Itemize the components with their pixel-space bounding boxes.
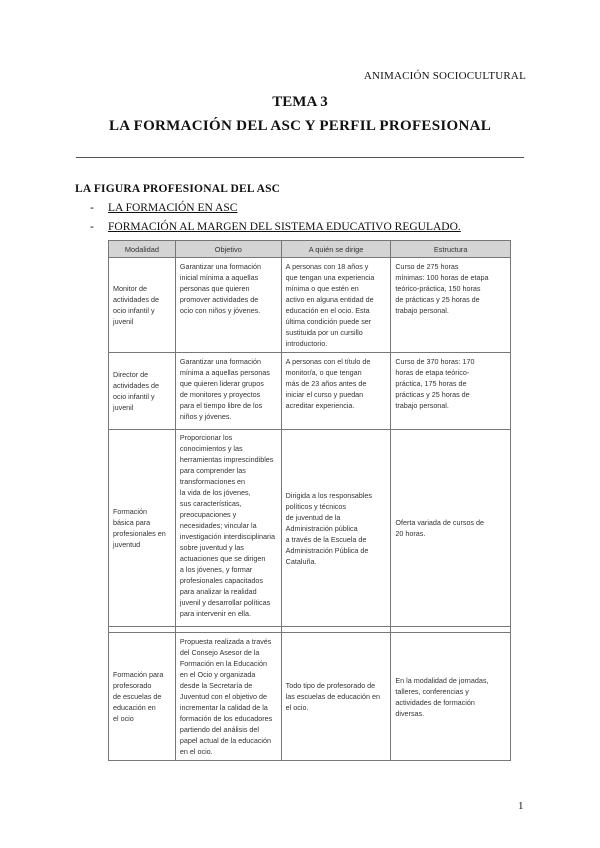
title-divider <box>76 157 524 158</box>
bullet-text: LA FORMACIÓN EN ASC <box>108 202 238 214</box>
cell-a-quien-se-dirige: A personas con el título de monitor/a, o que tengan más de 23 años antes de iniciar el curso y puedan acreditar experiencia. <box>281 353 391 430</box>
cell-estructura: Oferta variada de cursos de 20 horas. <box>391 430 511 627</box>
training-table <box>108 240 511 761</box>
tema-number: TEMA 3 <box>272 94 328 110</box>
cell-estructura: En la modalidad de jornadas, talleres, conferencias y actividades de formación diversas. <box>391 633 511 761</box>
bullet-dash: - <box>90 202 94 214</box>
page-number: 1 <box>518 800 524 812</box>
cell-modalidad: Director de actividades de ocio infantil y juvenil <box>109 353 176 430</box>
bullet-text: FORMACIÓN AL MARGEN DEL SISTEMA EDUCATIVO REGULADO. <box>108 221 461 233</box>
cell-estructura: Curso de 275 horas mínimas: 100 horas de etapa teórico-práctica, 150 horas de prácticas y 25 horas de trabajo personal. <box>391 258 511 353</box>
cell-modalidad: Monitor de actividades de ocio infantil y juvenil <box>109 258 176 353</box>
column-header-objetivo: Objetivo <box>175 241 281 258</box>
cell-a-quien-se-dirige: Dirigida a los responsables políticos y técnicos de juventud de la Administración pública a través de la Escuela de Administración Pública de Cataluña. <box>281 430 391 627</box>
column-header-a-quien-se-dirige: A quién se dirige <box>281 241 391 258</box>
cell-objetivo: Garantizar una formación inicial mínima a aquellas personas que quieren promover actividades de ocio con niños y jóvenes. <box>175 258 281 353</box>
section-heading: LA FIGURA PROFESIONAL DEL ASC <box>75 183 281 195</box>
table-row <box>109 353 511 430</box>
cell-modalidad: Formación para profesorado de escuelas de educación en el ocio <box>109 633 176 761</box>
bullet-dash: - <box>90 221 94 233</box>
column-header-estructura: Estructura <box>391 241 511 258</box>
cell-modalidad: Formación básica para profesionales en juventud <box>109 430 176 627</box>
table-row <box>109 633 511 761</box>
column-header-modalidad: Modalidad <box>109 241 176 258</box>
table-row <box>109 258 511 353</box>
page-title: LA FORMACIÓN DEL ASC Y PERFIL PROFESIONAL <box>108 118 492 134</box>
cell-estructura: Curso de 370 horas: 170 horas de etapa teórico- práctica, 175 horas de prácticas y 25 horas de trabajo personal. <box>391 353 511 430</box>
cell-objetivo-container <box>175 430 281 627</box>
cell-objetivo: Garantizar una formación mínima a aquellas personas que quieren liderar grupos de monitores y proyectos para el tiempo libre de los niños y jóvenes. <box>175 353 281 430</box>
cell-objetivo: Proporcionar los conocimientos y las herramientas imprescindibles para comprender las transformaciones en la vida de los jóvenes, sus características, preocupaciones y necesidades; vincular la investigación interdisciplinaria sobre juventud y las actuaciones que se dirigen a los jóvenes, y formar profesionales capacitados para analizar la realidad juvenil y desarrollar políticas para intervenir en ella. <box>179 433 275 618</box>
cell-a-quien-se-dirige: Todo tipo de profesorado de las escuelas de educación en el ocio. <box>281 633 391 761</box>
cell-a-quien-se-dirige: A personas con 18 años y que tengan una experiencia mínima o que estén en activo en alguna entidad de educación en el ocio. Esta última condición puede ser sustituida por un cursillo introductorio. <box>281 258 391 353</box>
table-row <box>109 430 511 627</box>
cell-objetivo: Propuesta realizada a través del Consejo Asesor de la Formación en la Educación en el Ocio y organizada desde la Secretaría de Juventud con el objetivo de incrementar la calidad de la formación de los educadores partiendo del análisis del papel actual de la educación en el ocio. <box>175 633 281 761</box>
table-header-row <box>109 241 511 258</box>
subject-header: ANIMACIÓN SOCIOCULTURAL <box>363 70 526 82</box>
bullet-item-formacion-asc <box>90 202 237 214</box>
bullet-item-formacion-margen <box>90 221 461 233</box>
